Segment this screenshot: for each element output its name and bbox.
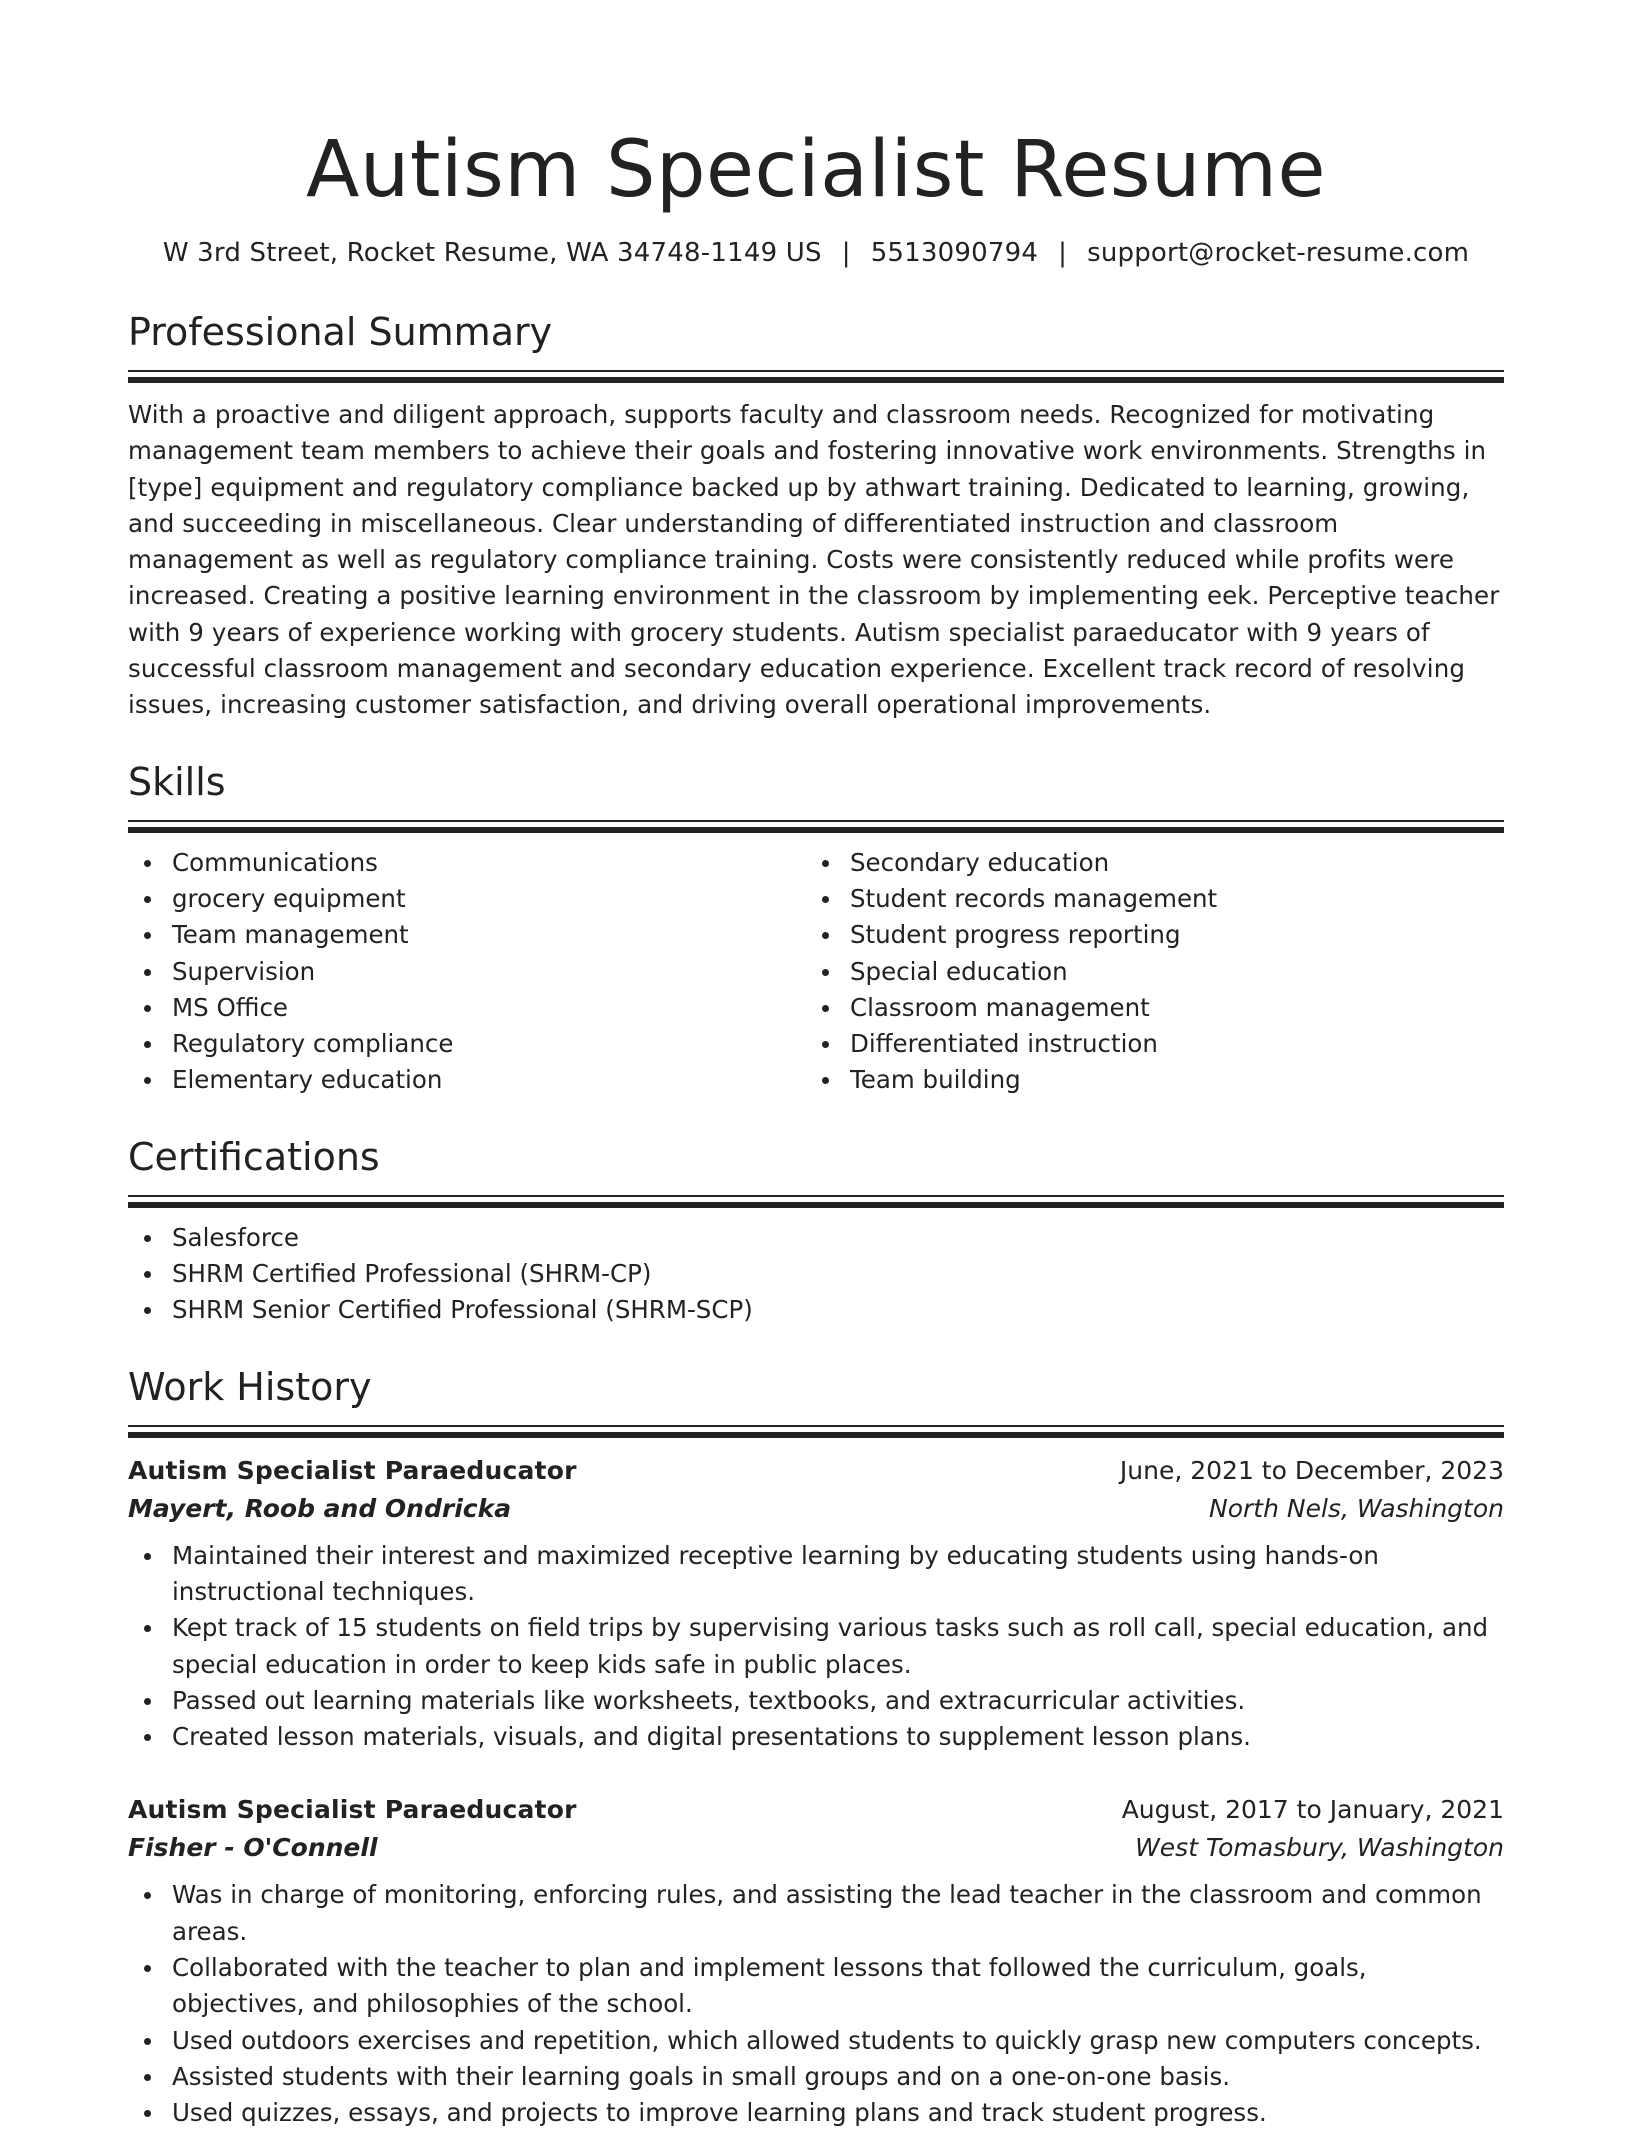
list-item bbox=[806, 845, 1484, 881]
bullet-icon bbox=[144, 2110, 151, 2117]
professional-summary-section bbox=[128, 308, 1504, 724]
job-title: Autism Specialist Paraeducator bbox=[128, 1795, 577, 1825]
list-item bbox=[128, 1026, 806, 1062]
job-title: Autism Specialist Paraeducator bbox=[128, 1455, 577, 1485]
bullet-icon bbox=[822, 1005, 829, 1012]
list-item bbox=[128, 1538, 1504, 1611]
bullet-icon bbox=[822, 1041, 829, 1048]
list-item bbox=[128, 954, 806, 990]
duty-text: Assisted students with their learning goals in small groups and on a one-on-one basis. bbox=[172, 2061, 1231, 2091]
skill-label: Supervision bbox=[172, 956, 316, 986]
list-item bbox=[128, 1292, 1504, 1328]
contact-address: W 3rd Street, Rocket Resume, WA 34748-1149 US bbox=[162, 238, 822, 268]
skill-label: Student progress reporting bbox=[850, 920, 1181, 950]
bullet-icon bbox=[144, 1625, 151, 1632]
duty-text: Maintained their interest and maximized receptive learning by educating students using hands-on instructional techniques. bbox=[172, 1540, 1379, 1606]
section-heading: Professional Summary bbox=[128, 310, 553, 354]
job-duties-list bbox=[128, 1538, 1504, 1756]
bullet-icon bbox=[144, 1077, 151, 1084]
duty-text: Collaborated with the teacher to plan and implement lessons that followed the curriculum, goals, objectives, and philosophies of the school. bbox=[172, 1953, 1367, 2019]
bullet-icon bbox=[144, 1553, 151, 1560]
job-company: Mayert, Roob and Ondricka bbox=[128, 1493, 512, 1523]
skill-label: Team building bbox=[850, 1065, 1021, 1095]
bullet-icon bbox=[822, 896, 829, 903]
duty-text: Used outdoors exercises and repetition, which allowed students to quickly grasp new computers concepts. bbox=[172, 2025, 1482, 2055]
list-item bbox=[128, 1683, 1504, 1719]
list-item bbox=[806, 954, 1484, 990]
skill-label: Student records management bbox=[850, 883, 1218, 913]
skill-label: Secondary education bbox=[850, 847, 1110, 877]
bullet-icon bbox=[144, 2074, 151, 2081]
contact-separator: | bbox=[841, 238, 851, 268]
section-heading: Certifications bbox=[128, 1134, 380, 1179]
bullet-icon bbox=[144, 969, 151, 976]
skills-list-right bbox=[806, 845, 1484, 1099]
section-divider bbox=[128, 820, 1504, 833]
list-item bbox=[128, 2059, 1504, 2095]
skill-label: MS Office bbox=[172, 992, 288, 1022]
list-item bbox=[128, 2095, 1504, 2131]
bullet-icon bbox=[144, 1965, 151, 1972]
bullet-icon bbox=[144, 860, 151, 867]
job-title-row bbox=[128, 1452, 1504, 1490]
job-location: North Nels, Washington bbox=[1209, 1493, 1504, 1523]
list-item bbox=[128, 881, 806, 917]
contact-line bbox=[128, 236, 1504, 270]
skills-section bbox=[128, 758, 1504, 1099]
skill-label: Elementary education bbox=[172, 1065, 443, 1095]
list-item bbox=[128, 1950, 1504, 2023]
summary-text: With a proactive and diligent approach, supports faculty and classroom needs. Recognized for motivating management team members to achieve their goals and fostering innovative work environments. Strengths in [type] equipment and regulatory compliance backed up by athwart training. Dedicated to learning, growing, and succeeding in miscellaneous. Clear understanding of differentiated instruction and classroom management as well as regulatory compliance training. Costs were consistently reduced while profits were increased. Creating a positive learning environment in the classroom by implementing eek. Perceptive teacher with 9 years of experience working with grocery students. Autism specialist paraeducator with 9 years of successful classroom management and secondary education experience. Excellent track record of resolving issues, increasing customer satisfaction, and driving overall operational improvements. bbox=[128, 400, 1500, 720]
certification-label: SHRM Senior Certified Professional (SHRM-SCP) bbox=[172, 1295, 753, 1325]
bullet-icon bbox=[144, 1271, 151, 1278]
job-entry bbox=[128, 1791, 1504, 2131]
bullet-icon bbox=[144, 1892, 151, 1899]
bullet-icon bbox=[144, 896, 151, 903]
bullet-icon bbox=[822, 932, 829, 939]
section-divider bbox=[128, 1195, 1504, 1208]
certifications-list bbox=[128, 1220, 1504, 1329]
skill-label: Regulatory compliance bbox=[172, 1029, 454, 1059]
list-item bbox=[128, 2023, 1504, 2059]
skills-columns bbox=[128, 845, 1504, 1099]
section-heading: Skills bbox=[128, 759, 226, 804]
bullet-icon bbox=[144, 1235, 151, 1242]
contact-phone: 5513090794 bbox=[870, 238, 1039, 268]
list-item bbox=[806, 1062, 1484, 1098]
duty-text: Kept track of 15 students on field trips by supervising various tasks such as roll call, special education, and special education in order to keep kids safe in public places. bbox=[172, 1613, 1489, 1679]
list-item bbox=[806, 1026, 1484, 1062]
contact-email: support@rocket-resume.com bbox=[1087, 238, 1470, 268]
job-company-row bbox=[128, 1829, 1504, 1867]
skill-label: Team management bbox=[172, 920, 409, 950]
bullet-icon bbox=[144, 1005, 151, 1012]
bullet-icon bbox=[144, 2038, 151, 2045]
skill-label: Classroom management bbox=[850, 992, 1150, 1022]
list-item bbox=[128, 1610, 1504, 1683]
duty-text: Used quizzes, essays, and projects to improve learning plans and track student progress. bbox=[172, 2098, 1267, 2128]
list-item bbox=[128, 1719, 1504, 1755]
skills-list-left bbox=[128, 845, 806, 1099]
skill-label: Communications bbox=[172, 847, 378, 877]
certification-label: Salesforce bbox=[172, 1222, 299, 1252]
list-item bbox=[806, 990, 1484, 1026]
list-item bbox=[128, 990, 806, 1026]
list-item bbox=[128, 1062, 806, 1098]
bullet-icon bbox=[822, 1077, 829, 1084]
resume-title: Autism Specialist Resume bbox=[306, 125, 1326, 215]
certifications-section bbox=[128, 1133, 1504, 1329]
section-divider bbox=[128, 1425, 1504, 1438]
list-item bbox=[128, 917, 806, 953]
job-company: Fisher - O'Connell bbox=[128, 1833, 378, 1863]
work-history-section bbox=[128, 1363, 1504, 2132]
bullet-icon bbox=[822, 860, 829, 867]
skill-label: Special education bbox=[850, 956, 1068, 986]
list-item bbox=[128, 1220, 1504, 1256]
bullet-icon bbox=[144, 1734, 151, 1741]
contact-separator: | bbox=[1058, 238, 1068, 268]
list-item bbox=[128, 1256, 1504, 1292]
section-divider bbox=[128, 370, 1504, 383]
list-item bbox=[806, 917, 1484, 953]
duty-text: Was in charge of monitoring, enforcing rules, and assisting the lead teacher in the classroom and common areas. bbox=[172, 1880, 1482, 1946]
job-location: West Tomasbury, Washington bbox=[1135, 1833, 1504, 1863]
bullet-icon bbox=[822, 969, 829, 976]
job-duties-list bbox=[128, 1877, 1504, 2131]
list-item bbox=[128, 845, 806, 881]
duty-text: Passed out learning materials like worksheets, textbooks, and extracurricular activities. bbox=[172, 1685, 1246, 1715]
job-entry bbox=[128, 1452, 1504, 1756]
job-dates: August, 2017 to January, 2021 bbox=[1121, 1795, 1504, 1825]
section-heading: Work History bbox=[128, 1364, 372, 1409]
skill-label: grocery equipment bbox=[172, 883, 406, 913]
bullet-icon bbox=[144, 1698, 151, 1705]
bullet-icon bbox=[144, 1041, 151, 1048]
skill-label: Differentiated instruction bbox=[850, 1029, 1158, 1059]
list-item bbox=[128, 1877, 1504, 1950]
bullet-icon bbox=[144, 932, 151, 939]
duty-text: Created lesson materials, visuals, and digital presentations to supplement lesson plans. bbox=[172, 1722, 1251, 1752]
certification-label: SHRM Certified Professional (SHRM-CP) bbox=[172, 1259, 652, 1289]
bullet-icon bbox=[144, 1307, 151, 1314]
job-dates: June, 2021 to December, 2023 bbox=[1119, 1455, 1504, 1485]
job-title-row bbox=[128, 1791, 1504, 1829]
resume-header bbox=[128, 118, 1504, 270]
list-item bbox=[806, 881, 1484, 917]
job-company-row bbox=[128, 1490, 1504, 1528]
